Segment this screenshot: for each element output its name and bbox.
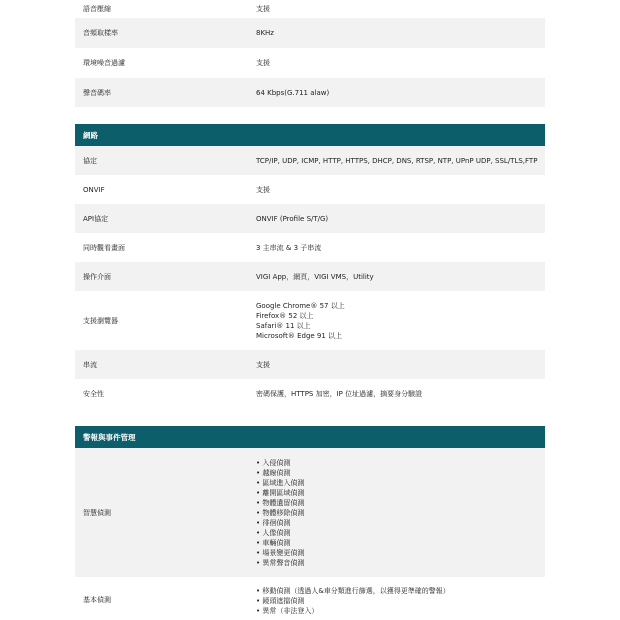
section-header-events — [75, 426, 545, 448]
spec-row-browsers — [75, 291, 545, 350]
list-item: • 區域進入偵測 — [256, 479, 305, 487]
spec-label: 基本偵測 — [83, 596, 111, 604]
spec-value: 64 Kbps(G.711 alaw) — [256, 88, 330, 97]
spec-value: 支援 — [256, 360, 270, 369]
spec-label: API協定 — [83, 214, 109, 223]
spec-label: 智慧偵測 — [83, 508, 111, 517]
spec-label: 串流 — [83, 360, 97, 369]
spec-label: 聲音碼率 — [83, 88, 111, 97]
list-item: • 物體遺留偵測 — [256, 499, 305, 507]
spec-label: 音頻取樣率 — [83, 29, 118, 37]
spec-row-security — [75, 379, 545, 409]
spec-label: ONVIF — [83, 185, 105, 194]
spec-label: 環境噪音過濾 — [83, 59, 125, 67]
spec-label: 語音壓縮 — [83, 5, 111, 13]
spec-value: ONVIF (Profile S/T/G) — [256, 214, 329, 223]
browser-list — [256, 301, 345, 341]
list-item: Firefox® 52 以上 — [256, 312, 314, 320]
list-item: • 異常聲音偵測 — [256, 559, 305, 567]
spec-row-api — [75, 204, 545, 233]
list-item: Microsoft® Edge 91 以上 — [256, 332, 343, 340]
spec-label: 支援瀏覽器 — [83, 316, 118, 325]
spec-row-basic-detection — [75, 577, 545, 620]
spec-row-onvif — [75, 175, 545, 204]
spec-row-simultaneous-view — [75, 233, 545, 262]
list-item: • 人像偵測 — [256, 529, 291, 537]
spec-value: 支援 — [256, 185, 270, 194]
spec-row-sample-rate — [75, 18, 545, 48]
spec-row-audio-bitrate — [75, 78, 545, 107]
spec-row-noise-filter — [75, 48, 545, 78]
spec-row-audio-compression — [75, 0, 545, 18]
spec-value: 支援 — [256, 59, 270, 67]
list-item: • 物體移除偵測 — [256, 509, 305, 517]
spec-row-protocol — [75, 146, 545, 175]
list-item: Safari® 11 以上 — [256, 322, 311, 330]
spec-label: 協定 — [83, 156, 97, 165]
spec-label: 操作介面 — [83, 272, 111, 281]
list-item: • 越線偵測 — [256, 469, 291, 477]
spec-label: 同時觀看畫面 — [83, 243, 125, 252]
spec-row-smart-detection — [75, 448, 545, 577]
smart-detection-list — [256, 458, 304, 568]
spec-value: VIGI App，網頁，VIGI VMS，Utility — [256, 272, 374, 281]
list-item: • 入侵偵測 — [256, 459, 291, 467]
list-item: • 鏡頭遮擋偵測 — [256, 597, 305, 605]
spec-value: 8KHz — [256, 29, 274, 37]
section-header-network — [75, 124, 545, 146]
spec-row-interface — [75, 262, 545, 291]
section-title: 網路 — [83, 130, 98, 140]
list-item: • 徘徊偵測 — [256, 519, 291, 527]
spec-value: 密碼保護，HTTPS 加密，IP 位址過濾，摘要身分驗證 — [256, 390, 423, 398]
spec-sheet — [75, 0, 545, 620]
list-item: • 離開區域偵測 — [256, 489, 305, 497]
list-item: • 場景變更偵測 — [256, 549, 305, 557]
basic-detection-list — [256, 586, 450, 616]
list-item: • 車輛偵測 — [256, 539, 291, 547]
spec-value: 支援 — [256, 5, 270, 13]
spec-value: TCP/IP, UDP, ICMP, HTTP, HTTPS, DHCP, DNS, RTSP, NTP, UPnP UDP, SSL/TLS,FTP — [256, 156, 538, 165]
list-item: Google Chrome® 57 以上 — [256, 302, 345, 310]
section-title: 警報與事件管理 — [83, 432, 136, 442]
spec-value: 3 主串流 & 3 子串流 — [256, 243, 322, 252]
spec-row-streaming — [75, 350, 545, 379]
list-item: • 異常（非法登入） — [256, 607, 319, 615]
list-item: • 移動偵測（透過人&車分類進行篩選，以獲得更準確的警報） — [256, 587, 450, 595]
spec-label: 安全性 — [83, 390, 104, 398]
